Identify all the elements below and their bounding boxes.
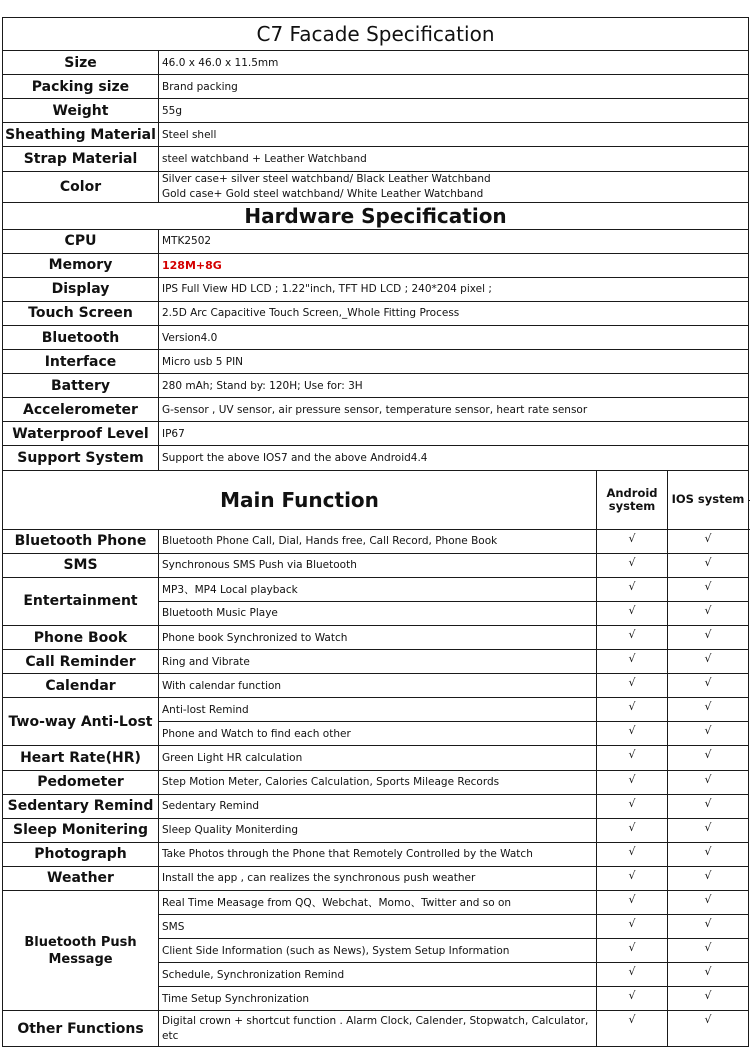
spec-row — [3, 229, 749, 253]
android-check-mark: √ — [597, 601, 668, 625]
spec-label: Accelerometer — [3, 398, 159, 422]
spec-label: Weight — [3, 99, 159, 123]
spec-row — [3, 277, 749, 301]
spec-label: Battery — [3, 374, 159, 398]
function-description: Sleep Quality Moniterding — [159, 818, 597, 842]
function-row — [3, 746, 749, 770]
spec-label: Sheathing Material — [3, 123, 159, 147]
function-label: Call Reminder — [3, 650, 159, 674]
function-description: Digital crown + shortcut function . Alarm Clock, Calender, Stopwatch, Calculator, etc — [159, 1011, 597, 1047]
android-check-mark: √ — [597, 890, 668, 914]
column-header-android: Android system — [597, 470, 668, 529]
spec-row — [3, 301, 749, 325]
ios-check-mark: √ — [668, 722, 749, 746]
spec-value: 55g — [159, 99, 749, 123]
spec-value: steel watchband + Leather Watchband — [159, 147, 749, 171]
function-description: Bluetooth Phone Call, Dial, Hands free, Call Record, Phone Book — [159, 529, 597, 553]
ios-check-mark: √ — [668, 650, 749, 674]
function-row — [3, 1011, 749, 1047]
android-check-mark: √ — [597, 674, 668, 698]
spec-label: Interface — [3, 350, 159, 374]
function-row — [3, 818, 749, 842]
android-check-mark: √ — [597, 866, 668, 890]
android-check-mark: √ — [597, 1011, 668, 1047]
spec-value: Support the above IOS7 and the above Android4.4 — [159, 446, 749, 470]
android-check-mark: √ — [597, 650, 668, 674]
function-row — [3, 698, 749, 722]
android-check-mark: √ — [597, 698, 668, 722]
function-description: Take Photos through the Phone that Remotely Controlled by the Watch — [159, 842, 597, 866]
spec-label: Touch Screen — [3, 301, 159, 325]
spec-row — [3, 147, 749, 171]
spec-value-line: Silver case+ silver steel watchband/ Black Leather Watchband — [162, 172, 491, 185]
ios-check-mark: √ — [668, 1011, 749, 1047]
section-row — [3, 202, 749, 229]
function-row — [3, 626, 749, 650]
spec-row — [3, 171, 749, 202]
ios-check-mark: √ — [668, 842, 749, 866]
ios-check-mark: √ — [668, 866, 749, 890]
ios-check-mark: √ — [668, 601, 749, 625]
function-label: Bluetooth Push Message — [3, 890, 159, 1010]
spec-value: Steel shell — [159, 123, 749, 147]
function-description: Green Light HR calculation — [159, 746, 597, 770]
specification-table-body — [3, 18, 749, 1047]
ios-check-mark: √ — [668, 890, 749, 914]
ios-check-mark: √ — [668, 553, 749, 577]
function-description: Install the app , can realizes the synchronous push weather — [159, 866, 597, 890]
column-header-ios: IOS system — [668, 470, 749, 529]
android-check-mark: √ — [597, 722, 668, 746]
spec-value: 46.0 x 46.0 x 11.5mm — [159, 51, 749, 75]
function-label: Phone Book — [3, 626, 159, 650]
function-row — [3, 770, 749, 794]
spec-value: Brand packing — [159, 75, 749, 99]
android-check-mark: √ — [597, 963, 668, 987]
spec-label: Waterproof Level — [3, 422, 159, 446]
spec-value: 2.5D Arc Capacitive Touch Screen,_Whole Fitting Process — [159, 301, 749, 325]
function-row — [3, 577, 749, 601]
ios-check-mark: √ — [668, 626, 749, 650]
spec-label: Packing size — [3, 75, 159, 99]
ios-check-mark: √ — [668, 746, 749, 770]
title-row — [3, 18, 749, 51]
ios-check-mark: √ — [668, 529, 749, 553]
android-check-mark: √ — [597, 553, 668, 577]
function-row — [3, 866, 749, 890]
function-label: Pedometer — [3, 770, 159, 794]
function-label: Heart Rate(HR) — [3, 746, 159, 770]
function-description: With calendar function — [159, 674, 597, 698]
function-label: Sleep Monitering — [3, 818, 159, 842]
function-row — [3, 794, 749, 818]
spec-value: IPS Full View HD LCD ; 1.22"inch, TFT HD LCD ; 240*204 pixel ; — [159, 277, 749, 301]
function-row — [3, 674, 749, 698]
function-description: Phone book Synchronized to Watch — [159, 626, 597, 650]
spec-value: Version4.0 — [159, 326, 749, 350]
function-description: Ring and Vibrate — [159, 650, 597, 674]
ios-check-mark: √ — [668, 674, 749, 698]
function-row — [3, 553, 749, 577]
spec-row — [3, 350, 749, 374]
section-row — [3, 470, 749, 500]
spec-label: Display — [3, 277, 159, 301]
spec-label: Size — [3, 51, 159, 75]
ios-check-mark: √ — [668, 939, 749, 963]
android-check-mark: √ — [597, 987, 668, 1011]
function-description: Sedentary Remind — [159, 794, 597, 818]
section-title-hardware: Hardware Specification — [3, 202, 749, 229]
spec-label: Color — [3, 171, 159, 202]
spec-label: Bluetooth — [3, 326, 159, 350]
spec-row — [3, 422, 749, 446]
android-check-mark: √ — [597, 939, 668, 963]
ios-check-mark: √ — [668, 963, 749, 987]
spec-row — [3, 99, 749, 123]
ios-check-mark: √ — [668, 577, 749, 601]
spec-row — [3, 51, 749, 75]
spec-row — [3, 446, 749, 470]
ios-check-mark: √ — [668, 987, 749, 1011]
spec-label: Memory — [3, 253, 159, 277]
spec-value: Micro usb 5 PIN — [159, 350, 749, 374]
spec-row — [3, 75, 749, 99]
function-description: Schedule, Synchronization Remind — [159, 963, 597, 987]
function-description: Anti-lost Remind — [159, 698, 597, 722]
android-check-mark: √ — [597, 529, 668, 553]
ios-check-mark: √ — [668, 794, 749, 818]
ios-check-mark: √ — [668, 698, 749, 722]
function-description: Synchronous SMS Push via Bluetooth — [159, 553, 597, 577]
section-title-main-function: Main Function — [3, 470, 597, 529]
function-description: SMS — [159, 914, 597, 938]
spec-value-line: Gold case+ Gold steel watchband/ White Leather Watchband — [162, 187, 484, 200]
function-row — [3, 890, 749, 914]
spec-row — [3, 374, 749, 398]
spec-value: MTK2502 — [159, 229, 749, 253]
function-label: SMS — [3, 553, 159, 577]
function-description: MP3、MP4 Local playback — [159, 577, 597, 601]
spec-value — [159, 171, 749, 202]
spec-value: 280 mAh; Stand by: 120H; Use for: 3H — [159, 374, 749, 398]
function-description: Bluetooth Music Playe — [159, 601, 597, 625]
page-title: C7 Facade Specification — [3, 18, 749, 51]
function-label: Other Functions — [3, 1011, 159, 1047]
ios-check-mark: √ — [668, 818, 749, 842]
spec-value: G-sensor , UV sensor, air pressure sensor, temperature sensor, heart rate sensor — [159, 398, 749, 422]
android-check-mark: √ — [597, 770, 668, 794]
spec-value: 128M+8G — [159, 253, 749, 277]
function-description: Phone and Watch to find each other — [159, 722, 597, 746]
function-row — [3, 650, 749, 674]
function-row — [3, 842, 749, 866]
function-label: Entertainment — [3, 577, 159, 625]
spec-row — [3, 123, 749, 147]
function-label: Calendar — [3, 674, 159, 698]
specification-table — [2, 17, 749, 1047]
android-check-mark: √ — [597, 842, 668, 866]
function-label: Photograph — [3, 842, 159, 866]
function-description: Client Side Information (such as News), System Setup Information — [159, 939, 597, 963]
ios-check-mark: √ — [668, 914, 749, 938]
function-description: Real Time Measage from QQ、Webchat、Momo、Twitter and so on — [159, 890, 597, 914]
spec-label: CPU — [3, 229, 159, 253]
function-label: Bluetooth Phone — [3, 529, 159, 553]
spec-value: IP67 — [159, 422, 749, 446]
function-row — [3, 529, 749, 553]
spec-row — [3, 326, 749, 350]
function-description: Time Setup Synchronization — [159, 987, 597, 1011]
spec-label: Strap Material — [3, 147, 159, 171]
android-check-mark: √ — [597, 746, 668, 770]
function-label: Weather — [3, 866, 159, 890]
ios-check-mark: √ — [668, 770, 749, 794]
android-check-mark: √ — [597, 818, 668, 842]
spec-row — [3, 398, 749, 422]
spec-label: Support System — [3, 446, 159, 470]
function-label: Sedentary Remind — [3, 794, 159, 818]
android-check-mark: √ — [597, 577, 668, 601]
spec-row — [3, 253, 749, 277]
android-check-mark: √ — [597, 914, 668, 938]
function-label: Two-way Anti-Lost — [3, 698, 159, 746]
android-check-mark: √ — [597, 626, 668, 650]
function-description: Step Motion Meter, Calories Calculation, Sports Mileage Records — [159, 770, 597, 794]
android-check-mark: √ — [597, 794, 668, 818]
